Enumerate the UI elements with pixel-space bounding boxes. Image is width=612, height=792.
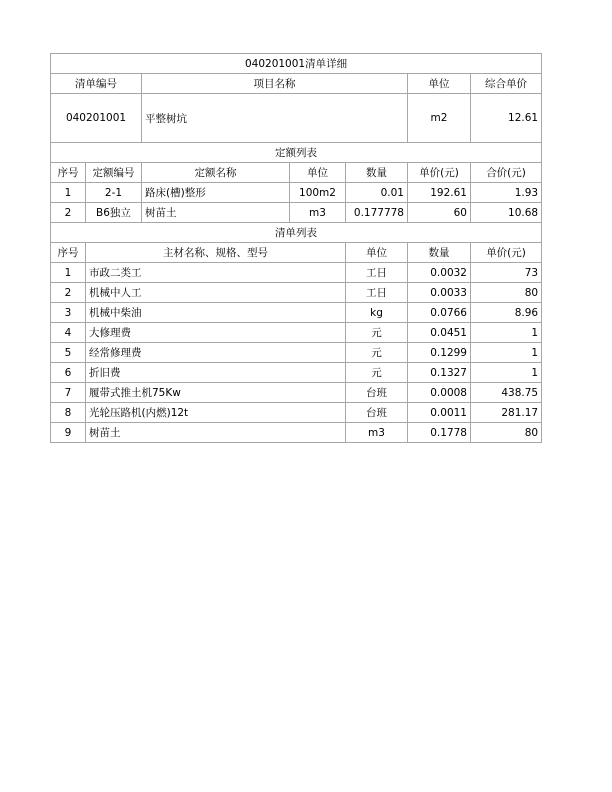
item-name: 平整树坑 [142,94,408,143]
material-price: 1 [471,363,542,383]
material-price: 80 [471,283,542,303]
quota-qty: 0.01 [346,183,408,203]
column-header: 定额名称 [142,163,290,183]
column-header: 定额编号 [86,163,142,183]
material-row [51,343,542,363]
materials-section-row [51,223,542,243]
material-price: 8.96 [471,303,542,323]
material-unit: 工日 [346,263,408,283]
column-header: 单位 [290,163,346,183]
material-qty: 0.0766 [408,303,471,323]
quota-code: B6独立 [86,203,142,223]
material-row [51,323,542,343]
material-name: 大修理费 [86,323,346,343]
material-name: 折旧费 [86,363,346,383]
column-header: 单位 [346,243,408,263]
quota-code: 2-1 [86,183,142,203]
material-no: 9 [51,423,86,443]
table-title: 040201001清单详细 [51,54,542,74]
material-no: 3 [51,303,86,323]
quota-price: 60 [408,203,471,223]
quota-header-row [51,163,542,183]
material-unit: 工日 [346,283,408,303]
material-qty: 0.0011 [408,403,471,423]
material-price: 438.75 [471,383,542,403]
material-price: 1 [471,323,542,343]
item-price: 12.61 [471,94,542,143]
material-unit: 元 [346,343,408,363]
material-qty: 0.1299 [408,343,471,363]
bill-detail-table [50,53,542,443]
quota-name: 树苗土 [142,203,290,223]
quota-section-row [51,143,542,163]
material-qty: 0.1778 [408,423,471,443]
column-header: 单价(元) [408,163,471,183]
material-no: 1 [51,263,86,283]
column-header: 数量 [408,243,471,263]
material-row [51,383,542,403]
price-label: 综合单价 [471,74,542,94]
code-label: 清单编号 [51,74,142,94]
quota-no: 2 [51,203,86,223]
material-unit: 元 [346,363,408,383]
quota-qty: 0.177778 [346,203,408,223]
material-price: 1 [471,343,542,363]
item-row [51,94,542,143]
material-name: 经常修理费 [86,343,346,363]
material-row [51,303,542,323]
quota-row [51,183,542,203]
quota-total: 10.68 [471,203,542,223]
material-no: 4 [51,323,86,343]
material-name: 履带式推土机75Kw [86,383,346,403]
material-qty: 0.1327 [408,363,471,383]
material-row [51,423,542,443]
material-qty: 0.0032 [408,263,471,283]
material-price: 80 [471,423,542,443]
material-name: 树苗土 [86,423,346,443]
material-unit: 台班 [346,383,408,403]
title-row [51,54,542,74]
material-row [51,403,542,423]
column-header: 合价(元) [471,163,542,183]
column-header: 序号 [51,243,86,263]
material-no: 5 [51,343,86,363]
column-header: 单价(元) [471,243,542,263]
material-no: 2 [51,283,86,303]
materials-body [51,263,542,443]
material-qty: 0.0008 [408,383,471,403]
quota-unit: 100m2 [290,183,346,203]
material-unit: 台班 [346,403,408,423]
quota-price: 192.61 [408,183,471,203]
quota-section-title: 定额列表 [51,143,542,163]
material-no: 7 [51,383,86,403]
column-header: 序号 [51,163,86,183]
unit-label: 单位 [408,74,471,94]
material-price: 281.17 [471,403,542,423]
quota-no: 1 [51,183,86,203]
materials-section-title: 清单列表 [51,223,542,243]
material-qty: 0.0451 [408,323,471,343]
material-name: 机械中人工 [86,283,346,303]
material-row [51,263,542,283]
materials-header-row [51,243,542,263]
quota-unit: m3 [290,203,346,223]
column-header: 数量 [346,163,408,183]
material-no: 8 [51,403,86,423]
quota-total: 1.93 [471,183,542,203]
item-code: 040201001 [51,94,142,143]
material-unit: kg [346,303,408,323]
material-price: 73 [471,263,542,283]
material-row [51,363,542,383]
material-no: 6 [51,363,86,383]
column-header: 主材名称、规格、型号 [86,243,346,263]
material-unit: 元 [346,323,408,343]
material-unit: m3 [346,423,408,443]
name-label: 项目名称 [142,74,408,94]
material-qty: 0.0033 [408,283,471,303]
item-header-row [51,74,542,94]
material-row [51,283,542,303]
material-name: 光轮压路机(内燃)12t [86,403,346,423]
item-unit: m2 [408,94,471,143]
quota-name: 路床(槽)整形 [142,183,290,203]
quota-row [51,203,542,223]
material-name: 机械中柴油 [86,303,346,323]
material-name: 市政二类工 [86,263,346,283]
